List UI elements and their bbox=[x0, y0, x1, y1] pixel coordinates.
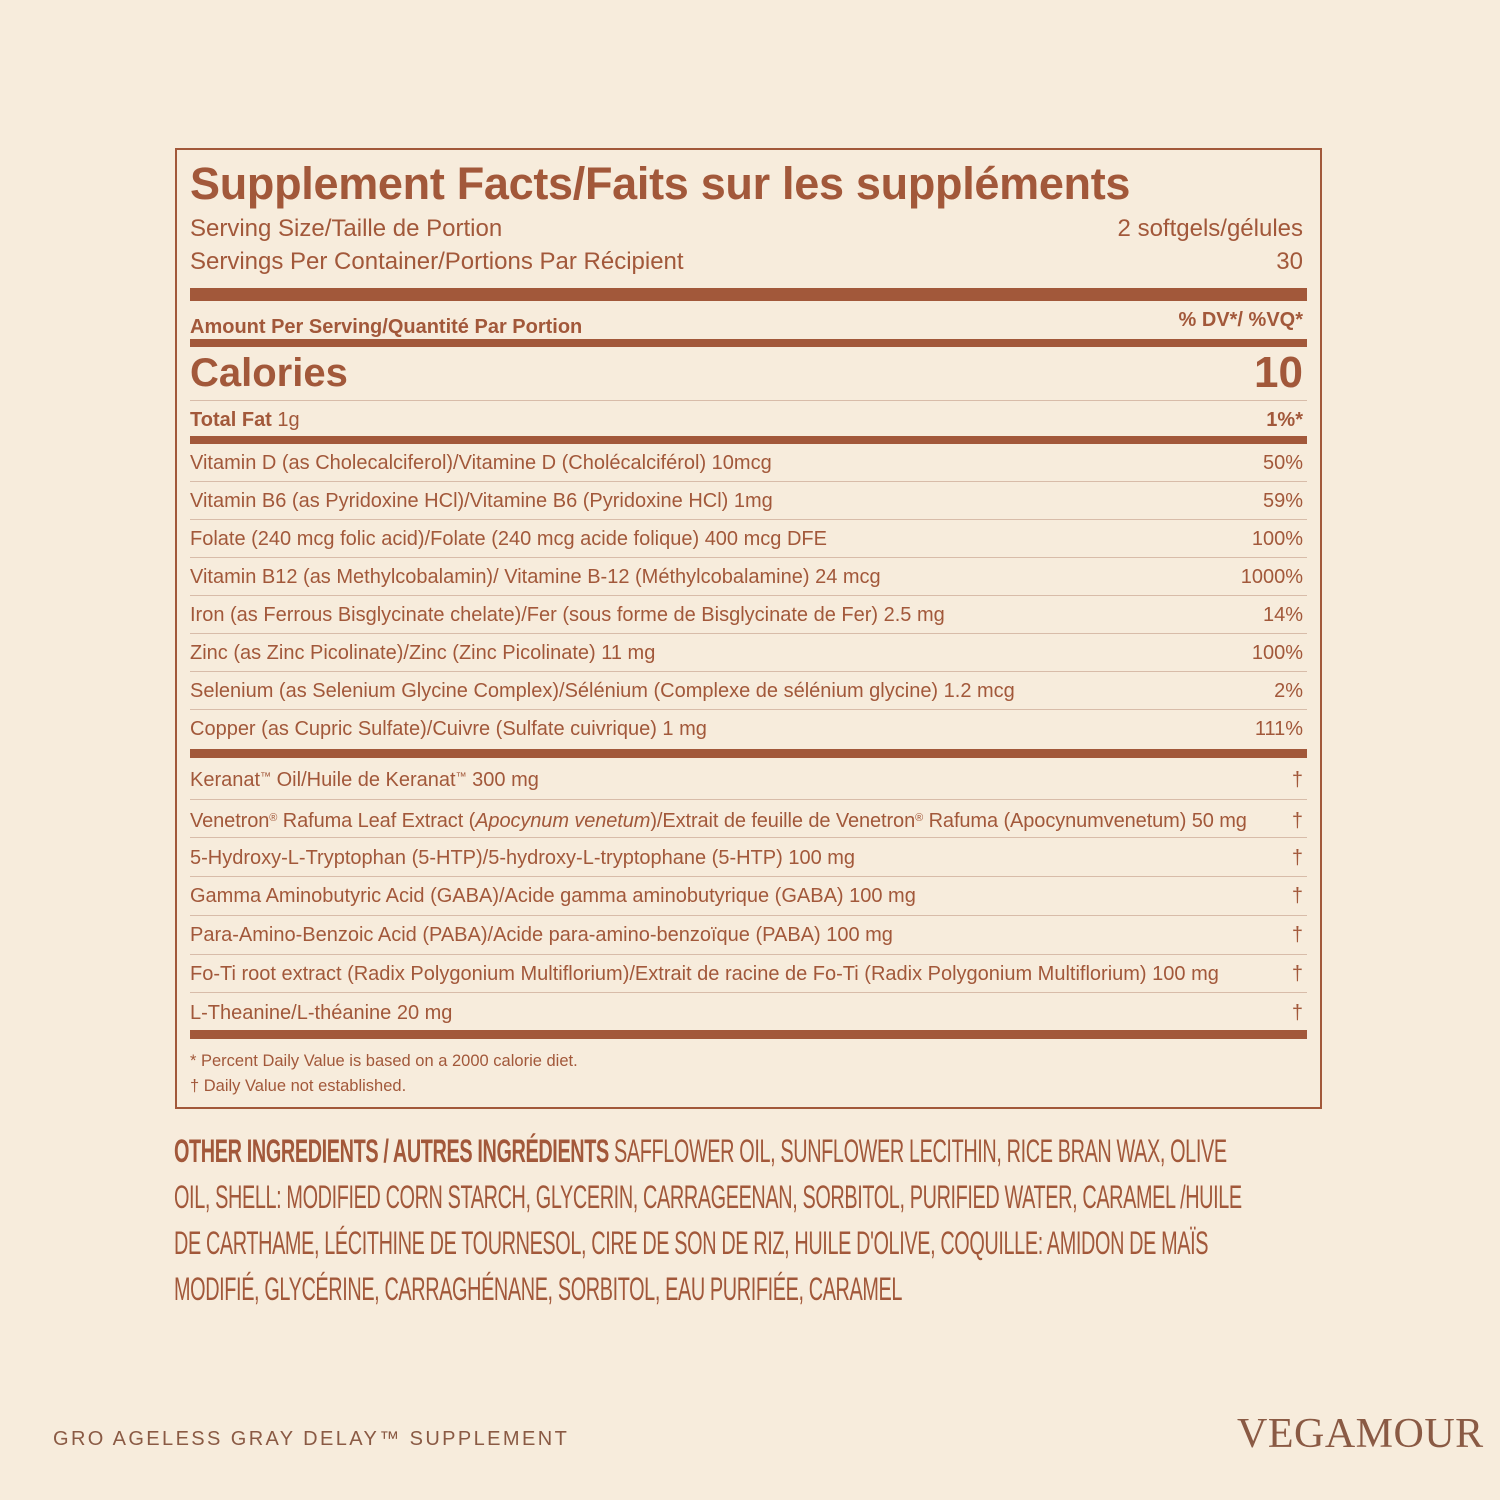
calories-value: 10 bbox=[1254, 348, 1303, 397]
row-divider bbox=[190, 837, 1307, 838]
nutrient-dv: 111% bbox=[1254, 717, 1303, 740]
nutrient-row bbox=[190, 672, 1303, 710]
botanical-dv: † bbox=[1291, 1001, 1303, 1024]
trademark-mark: ™ bbox=[455, 770, 467, 783]
total-fat-label: Total Fat bbox=[190, 408, 272, 431]
calories-row bbox=[190, 346, 1303, 400]
total-fat-dv: 1%* bbox=[1266, 408, 1303, 431]
nutrient-dv: 59% bbox=[1262, 489, 1303, 512]
serving-size-label: Serving Size/Taille de Portion bbox=[190, 215, 503, 242]
venetron-name bbox=[190, 810, 1247, 833]
venetron-brand: Venetron bbox=[190, 809, 270, 832]
nutrient-name: Zinc (as Zinc Picolinate)/Zinc (Zinc Picolinate) 11 mg bbox=[190, 641, 656, 664]
venetron-desc: Rafuma Leaf Extract ( bbox=[277, 809, 476, 832]
nutrient-row bbox=[190, 482, 1303, 520]
row-divider bbox=[190, 799, 1307, 800]
venetron-amount: Rafuma (Apocynumvenetum) 50 mg bbox=[923, 809, 1247, 832]
nutrient-dv: 2% bbox=[1274, 679, 1303, 702]
nutrient-name: Folate (240 mcg folic acid)/Folate (240 mcg acide folique) 400 mcg DFE bbox=[190, 527, 827, 550]
nutrient-dv: 1000% bbox=[1240, 565, 1303, 588]
botanical-row bbox=[190, 955, 1303, 993]
nutrient-name: Vitamin B12 (as Methylcobalamin)/ Vitamine B-12 (Méthylcobalamine) 24 mcg bbox=[190, 565, 881, 588]
botanical-dv: † bbox=[1291, 962, 1303, 985]
nutrient-row bbox=[190, 634, 1303, 672]
nutrient-name: Iron (as Ferrous Bisglycinate chelate)/Fer (sous forme de Bisglycinate de Fer) 2.5 mg bbox=[190, 603, 945, 626]
nutrient-name: Copper (as Cupric Sulfate)/Cuivre (Sulfate cuivrique) 1 mg bbox=[190, 717, 707, 740]
total-fat-row bbox=[190, 404, 1303, 436]
nutrient-row bbox=[190, 558, 1303, 596]
venetron-desc-fr: )/Extrait de feuille de Venetron bbox=[650, 809, 916, 832]
nutrient-row bbox=[190, 520, 1303, 558]
nutrient-name: Selenium (as Selenium Glycine Complex)/Sélénium (Complexe de sélénium glycine) 1.2 mcg bbox=[190, 679, 1015, 702]
botanical-dv: † bbox=[1291, 924, 1303, 947]
registered-mark: ® bbox=[269, 811, 278, 824]
facts-title: Supplement Facts/Faits sur les suppléments bbox=[190, 158, 1131, 209]
supplement-facts-panel bbox=[175, 148, 1322, 1109]
serving-size-row bbox=[190, 214, 1303, 244]
keranat-brand: Keranat bbox=[190, 768, 261, 791]
amount-label: Amount Per Serving/Quantité Par Portion bbox=[190, 315, 583, 338]
botanical-row bbox=[190, 917, 1303, 955]
nutrient-dv: 100% bbox=[1251, 641, 1303, 664]
botanical-name: Para-Amino-Benzoic Acid (PABA)/Acide para-amino-benzoïque (PABA) 100 mg bbox=[190, 924, 893, 947]
servings-per-container-row bbox=[190, 247, 1303, 277]
nutrient-row bbox=[190, 596, 1303, 634]
amount-per-serving-row bbox=[190, 307, 1303, 337]
footnote-dv: * Percent Daily Value is based on a 2000 calorie diet. bbox=[190, 1052, 578, 1070]
keranat-name bbox=[190, 769, 539, 792]
servings-label: Servings Per Container/Portions Par Récipient bbox=[190, 248, 684, 275]
keranat-amount: 300 mg bbox=[466, 768, 539, 791]
footnote-dagger: † Daily Value not established. bbox=[190, 1077, 407, 1095]
thick-divider bbox=[190, 1030, 1307, 1039]
ingredients-label: OTHER INGREDIENTS / AUTRES INGRÉDIENTS bbox=[174, 1133, 609, 1169]
botanical-name: L-Theanine/L-théanine 20 mg bbox=[190, 1001, 453, 1024]
nutrient-dv: 100% bbox=[1251, 527, 1303, 550]
botanical-row bbox=[190, 878, 1303, 916]
medium-divider bbox=[190, 436, 1307, 444]
botanical-name: Gamma Aminobutyric Acid (GABA)/Acide gamma aminobutyrique (GABA) 100 mg bbox=[190, 885, 916, 908]
botanical-row bbox=[190, 994, 1303, 1032]
botanical-dv: † bbox=[1291, 846, 1303, 869]
total-fat bbox=[190, 409, 300, 432]
brand-logo: VEGAMOUR bbox=[1237, 1411, 1484, 1457]
total-fat-amount: 1g bbox=[271, 408, 300, 431]
venetron-row bbox=[190, 803, 1303, 839]
nutrient-row bbox=[190, 710, 1303, 748]
nutrient-dv: 50% bbox=[1262, 451, 1303, 474]
botanical-dv: † bbox=[1291, 885, 1303, 908]
ingredients-text: SAFFLOWER OIL, SUNFLOWER LECITHIN, RICE BRAN WAX, OLIVE OIL, SHELL: MODIFIED CORN STARCH, GLYCERIN, CARRAGEENAN, SORBITOL, PURIFIED WATER, CARAMEL /HUILE DE CARTHAME, LÉCITHINE DE TOURNESOL, CIRE DE SON DE RIZ, HUILE D'OLIVE, COQUILLE: AMIDON DE MAÏS MODIFIÉ, GLYCÉRINE, CARRAGHÉNANE, SORBITOL, EAU PURIFIÉE, CARAMEL bbox=[174, 1133, 1242, 1307]
calories-label: Calories bbox=[190, 350, 348, 395]
keranat-dv: † bbox=[1291, 768, 1303, 791]
nutrient-dv: 14% bbox=[1262, 603, 1303, 626]
row-divider bbox=[190, 400, 1307, 401]
venetron-dv: † bbox=[1291, 809, 1303, 832]
serving-size-value: 2 softgels/gélules bbox=[1117, 215, 1303, 242]
botanical-row bbox=[190, 839, 1303, 877]
servings-value: 30 bbox=[1276, 248, 1303, 275]
thick-divider bbox=[190, 288, 1307, 301]
nutrient-name: Vitamin B6 (as Pyridoxine HCl)/Vitamine B6 (Pyridoxine HCl) 1mg bbox=[190, 489, 773, 512]
botanical-name: 5-Hydroxy-L-Tryptophan (5-HTP)/5-hydroxy-L-tryptophane (5-HTP) 100 mg bbox=[190, 846, 856, 869]
product-name: GRO AGELESS GRAY DELAY™ SUPPLEMENT bbox=[53, 1428, 570, 1450]
trademark-mark: ™ bbox=[260, 770, 272, 783]
nutrient-name: Vitamin D (as Cholecalciferol)/Vitamine D (Cholécalciférol) 10mcg bbox=[190, 451, 772, 474]
dv-header: % DV*/ %VQ* bbox=[1178, 308, 1303, 331]
other-ingredients bbox=[174, 1128, 1264, 1312]
keranat-desc: Oil/Huile de Keranat bbox=[271, 768, 456, 791]
nutrient-row bbox=[190, 444, 1303, 482]
registered-mark: ® bbox=[915, 811, 924, 824]
keranat-row bbox=[190, 763, 1303, 797]
botanical-name: Fo-Ti root extract (Radix Polygonium Multiflorium)/Extrait de racine de Fo-Ti (Radix Polygonium Multiflorium) 100 mg bbox=[190, 962, 1219, 985]
medium-divider bbox=[190, 749, 1307, 758]
venetron-latin: Apocynum venetum bbox=[475, 809, 651, 832]
